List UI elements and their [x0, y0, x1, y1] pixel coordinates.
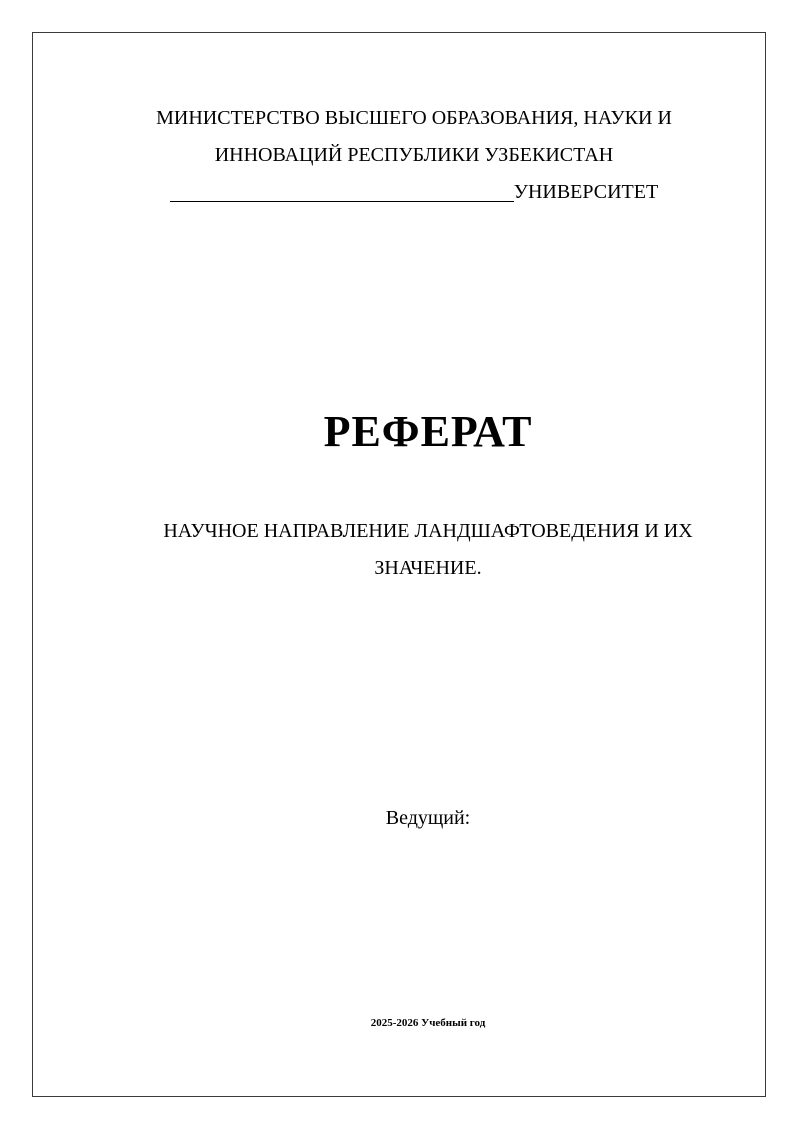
ministry-header [0, 100, 800, 211]
supervisor-label: Ведущий: [385, 807, 471, 829]
document-type-title: РЕФЕРАТ [323, 407, 533, 456]
university-suffix: УНИВЕРСИТЕТ [513, 181, 659, 203]
ministry-line-1: МИНИСТЕРСТВО ВЫСШЕГО ОБРАЗОВАНИЯ, НАУКИ И [156, 107, 672, 129]
academic-year: 2025-2026 Учебный год [370, 1017, 486, 1029]
topic-line-2: ЗНАЧЕНИЕ. [374, 557, 482, 579]
topic-title [0, 513, 800, 587]
topic-line-1: НАУЧНОЕ НАПРАВЛЕНИЕ ЛАНДШАФТОВЕДЕНИЯ И ИХ [163, 520, 693, 542]
ministry-line-2: ИННОВАЦИЙ РЕСПУБЛИКИ УЗБЕКИСТАН [214, 144, 614, 166]
university-name-blank [170, 179, 514, 202]
university-line [28, 174, 800, 211]
